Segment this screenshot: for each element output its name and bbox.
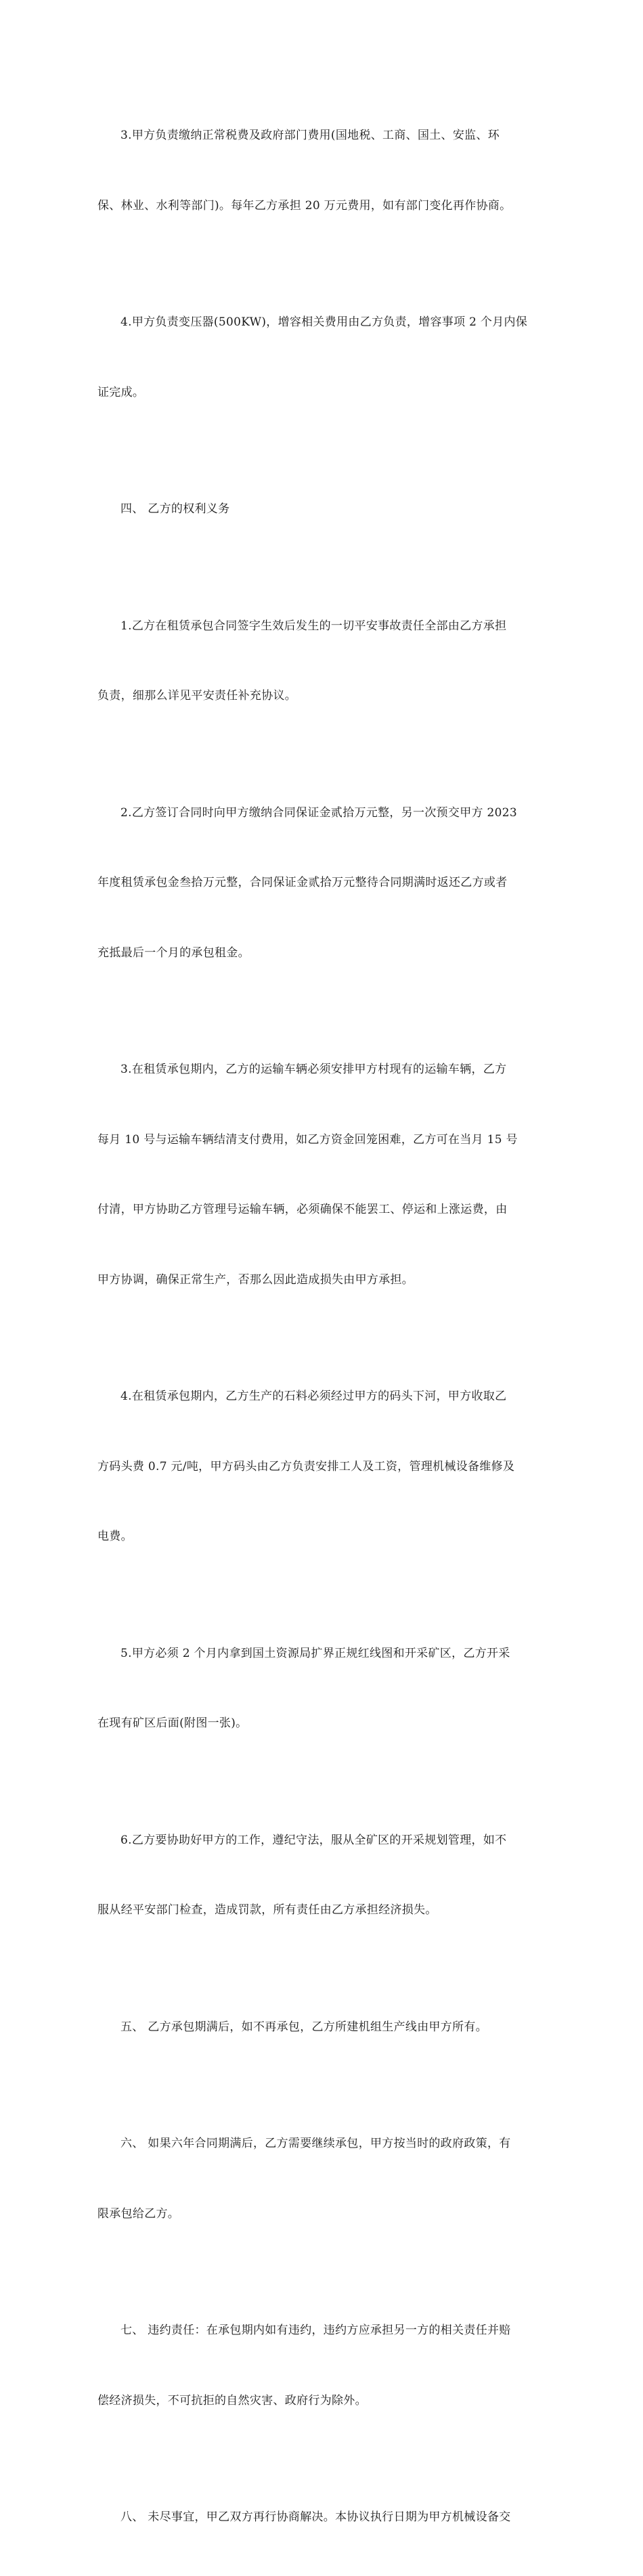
text-line: 限承包给乙方。 (97, 2206, 180, 2221)
paragraph (97, 77, 551, 264)
text-line: 保、林业、水利等部门)。每年乙方承担 20 万元费用，如有部门变化再作协商。 (97, 198, 512, 213)
text-line: 3.在租赁承包期内，乙方的运输车辆必须安排甲方村现有的运输车辆，乙方 (120, 1063, 507, 1076)
text-line: 1.乙方在租赁承包合同签字生效后发生的一切平安事故责任全部由乙方承担 (120, 619, 507, 633)
paragraph (97, 1338, 551, 1595)
text-line: 六、 如果六年合同期满后，乙方需要继续承包，甲方按当时的政府政策，有 (120, 2137, 511, 2150)
document-body (97, 77, 551, 2576)
paragraph (97, 264, 551, 451)
paragraph (97, 755, 551, 1012)
text-line: 负责，细那么详见平安责任补充协议。 (97, 689, 297, 703)
text-line: 证完成。 (97, 385, 145, 399)
text-line: 服从经平安部门检查，造成罚款，所有责任由乙方承担经济损失。 (97, 1903, 437, 1917)
text-line: 2.乙方签订合同时向甲方缴纳合同保证金贰拾万元整，另一次预交甲方 2023 (120, 805, 517, 820)
paragraph (97, 1011, 551, 1338)
text-line: 4.在租赁承包期内，乙方生产的石料必须经过甲方的码头下河，甲方收取乙 (120, 1390, 507, 1403)
paragraph (97, 568, 551, 755)
text-line: 五、 乙方承包期满后，如不再承包，乙方所建机组生产线由甲方所有。 (120, 2020, 488, 2034)
text-line: 偿经济损失，不可抗拒的自然灾害、政府行为除外。 (97, 2393, 367, 2407)
text-line: 甲方协调，确保正常生产，否那么因此造成损失由甲方承担。 (97, 1272, 414, 1287)
text-line: 每月 10 号与运输车辆结清支付费用，如乙方资金回笼困难，乙方可在当月 15 号 (97, 1132, 518, 1147)
paragraph (97, 2459, 551, 2576)
text-line: 年度租赁承包金叁拾万元整，合同保证金贰拾万元整待合同期满时返还乙方或者 (97, 876, 508, 889)
text-line: 充抵最后一个月的承包租金。 (97, 946, 250, 960)
text-line: 6.乙方要协助好甲方的工作，遵纪守法，服从全矿区的开采规划管理，如不 (120, 1833, 507, 1847)
text-line: 4.甲方负责变压器(500KW)，增容相关费用由乙方负责，增容事项 2 个月内保 (120, 315, 528, 329)
section-heading (97, 451, 551, 568)
paragraph (97, 2085, 551, 2272)
paragraph (97, 2272, 551, 2459)
text-line: 在现有矿区后面(附图一张)。 (97, 1716, 248, 1730)
text-line: 四、 乙方的权利义务 (120, 502, 230, 516)
paragraph (97, 1782, 551, 1969)
text-line: 方码头费 0.7 元/吨，甲方码头由乙方负责安排工人及工资，管理机械设备维修及 (97, 1459, 515, 1473)
text-line: 电费。 (97, 1530, 133, 1543)
text-line: 八、 未尽事宜，甲乙双方再行协商解决。本协议执行日期为甲方机械设备交 (120, 2510, 511, 2524)
paragraph (97, 1969, 551, 2086)
text-line: 七、 违约责任：在承包期内如有违约，违约方应承担另一方的相关责任并赔 (120, 2324, 511, 2337)
text-line: 付清，甲方协助乙方管理号运输车辆，必须确保不能罢工、停运和上涨运费，由 (97, 1203, 508, 1216)
text-line: 5.甲方必须 2 个月内拿到国土资源局扩界正规红线图和开采矿区，乙方开采 (120, 1646, 510, 1660)
text-line: 3.甲方负责缴纳正常税费及政府部门费用(国地税、工商、国土、安监、环 (120, 129, 500, 142)
paragraph (97, 1595, 551, 1782)
